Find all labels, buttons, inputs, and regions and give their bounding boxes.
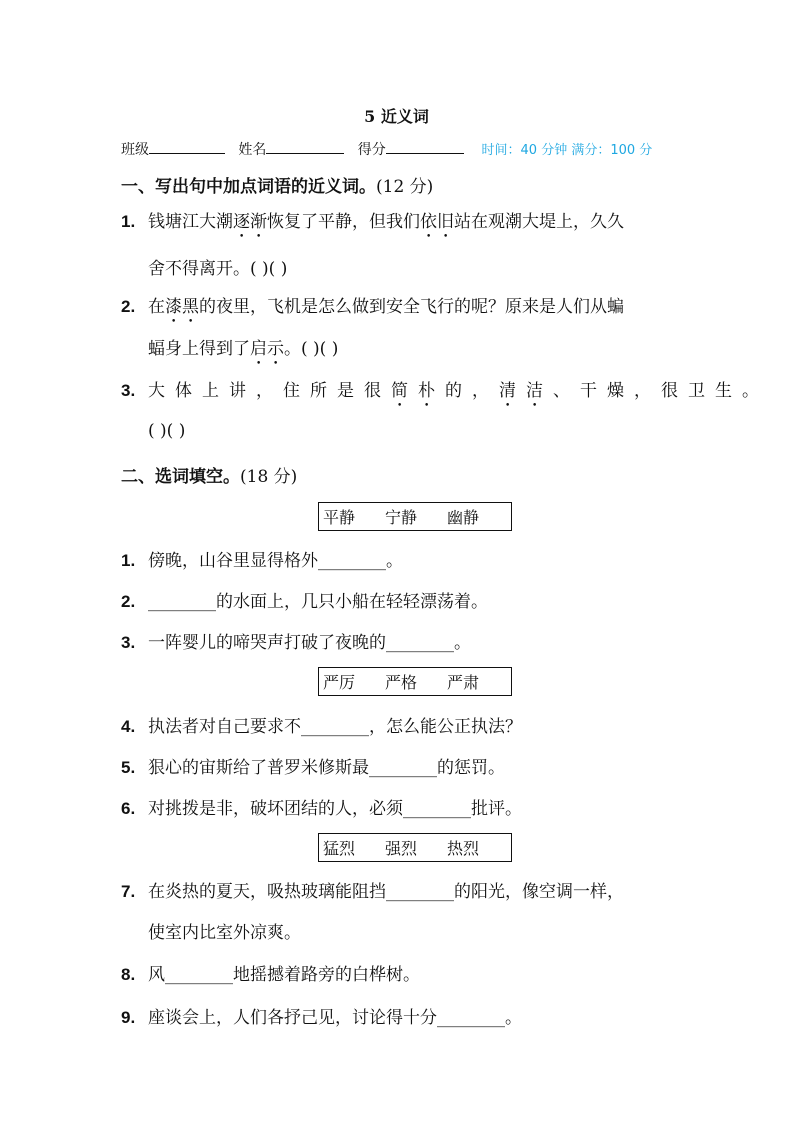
s2-item-3[interactable]	[121, 628, 471, 653]
question-number: 3.	[121, 633, 136, 652]
question-number: 4.	[121, 717, 136, 736]
text: 恢复了平静，但我们	[267, 212, 420, 232]
section2-title: 二、选词填空。	[121, 467, 240, 487]
s1-q2-line2[interactable]	[148, 334, 338, 369]
text: 蝠身上得到了	[148, 339, 250, 359]
section1-title: 一、写出句中加点词语的近义词。	[121, 177, 376, 197]
question-text: 一阵婴儿的啼哭声打破了夜晚的________。	[148, 633, 471, 653]
s2-item-6[interactable]	[121, 794, 522, 819]
s2-item-7[interactable]	[121, 877, 624, 902]
question-text: 傍晚，山谷里显得格外________。	[148, 551, 403, 571]
word-choice: 严肃	[447, 673, 480, 692]
section2-heading	[121, 462, 297, 487]
word-choice: 严厉	[323, 673, 356, 692]
page-title: 5 近义词	[364, 107, 429, 126]
dotted-word: 漆黑	[165, 297, 199, 317]
name-blank[interactable]	[266, 139, 344, 154]
question-number: 7.	[121, 882, 136, 901]
word-choice: 幽静	[447, 508, 480, 527]
score-label: 得分	[357, 142, 386, 158]
word-choice: 宁静	[385, 508, 418, 527]
word-choice: 强烈	[385, 839, 418, 858]
s1-q2-line1	[121, 292, 624, 327]
text: 的，	[445, 381, 499, 401]
dotted-word: 简朴	[391, 381, 445, 401]
class-blank[interactable]	[149, 139, 225, 154]
word-choice: 热烈	[447, 839, 480, 858]
question-number: 2.	[121, 297, 136, 316]
word-choice: 平静	[323, 508, 356, 527]
section1-heading	[121, 172, 433, 197]
s2-item-1[interactable]	[121, 546, 403, 571]
s1-q3-line1	[121, 376, 769, 411]
question-text: 风________地摇撼着路旁的白桦树。	[148, 965, 420, 985]
dotted-word: 启示	[250, 339, 284, 359]
question-text: 狠心的宙斯给了普罗米修斯最________的惩罚。	[148, 758, 505, 778]
question-text: ________的水面上，几只小船在轻轻漂荡着。	[148, 592, 488, 612]
text: 钱塘江大潮	[148, 212, 233, 232]
answer-blanks: 。( )( )	[284, 339, 339, 359]
dotted-word: 依旧	[420, 212, 454, 232]
question-number: 5.	[121, 758, 136, 777]
section2-score: (18 分)	[240, 467, 298, 487]
word-box-3	[318, 833, 512, 862]
question-text: 对挑拨是非，破坏团结的人，必须________批评。	[148, 799, 522, 819]
s1-q3-line2[interactable]: ( )( )	[148, 421, 186, 441]
name-label: 姓名	[238, 142, 267, 158]
student-info-row	[121, 139, 652, 159]
s2-item-2[interactable]	[121, 587, 488, 612]
question-number: 9.	[121, 1008, 136, 1027]
s2-item-8[interactable]	[121, 960, 420, 985]
question-text: 执法者对自己要求不________，怎么能公正执法？	[148, 717, 522, 737]
text: 、干燥，很卫生。	[553, 381, 769, 401]
s1-q1-line1	[121, 207, 624, 242]
question-number: 6.	[121, 799, 136, 818]
text: 的夜里，飞机是怎么做到安全飞行的呢？原来是人们从蝙	[199, 297, 624, 317]
question-number: 8.	[121, 965, 136, 984]
dotted-word: 逐渐	[233, 212, 267, 232]
s2-item-5[interactable]	[121, 753, 505, 778]
question-number: 3.	[121, 381, 136, 400]
time-info: 时间：40 分钟 满分：100 分	[481, 143, 653, 158]
s1-q1-line2[interactable]: 舍不得离开。( )( )	[148, 259, 288, 279]
s2-item-7-cont	[148, 918, 301, 943]
word-choice: 猛烈	[323, 839, 356, 858]
section1-score: (12 分)	[376, 177, 434, 197]
question-number: 1.	[121, 212, 136, 231]
question-text: 座谈会上，人们各抒己见，讨论得十分________。	[148, 1008, 522, 1028]
question-number: 2.	[121, 592, 136, 611]
class-label: 班级	[121, 142, 149, 158]
word-choice: 严格	[385, 673, 418, 692]
s2-item-9[interactable]	[121, 1003, 522, 1028]
text: 大体上讲，住所是很	[148, 381, 391, 401]
question-number: 1.	[121, 551, 136, 570]
text: 在	[148, 297, 165, 317]
word-box-1	[318, 502, 512, 531]
word-box-2	[318, 667, 512, 696]
text: 站在观潮大堤上，久久	[454, 212, 624, 232]
question-text: 使室内比室外凉爽。	[148, 923, 301, 943]
dotted-word: 清洁	[499, 381, 553, 401]
question-text: 在炎热的夏天，吸热玻璃能阻挡________的阳光，像空调一样，	[148, 882, 624, 902]
s2-item-4[interactable]	[121, 712, 522, 737]
score-blank[interactable]	[386, 139, 464, 154]
